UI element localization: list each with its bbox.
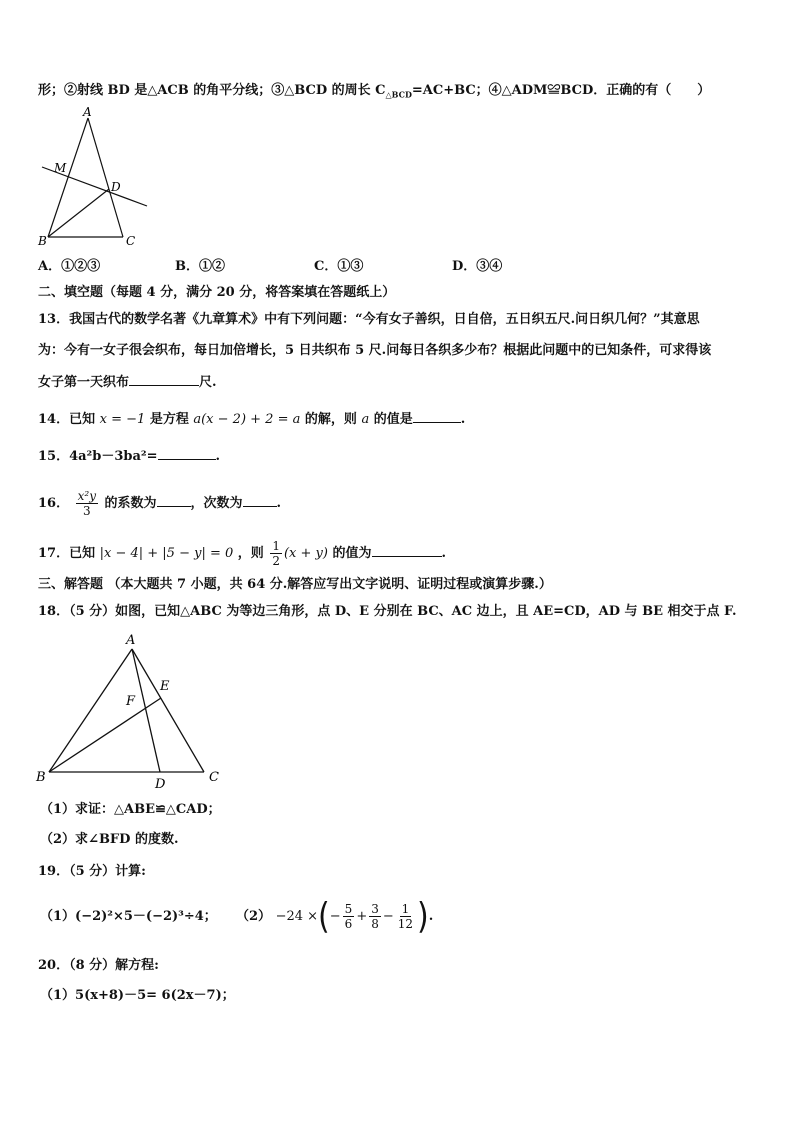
q12-label-a: A xyxy=(83,105,92,119)
q19-frac1: $\frac{5}{6}$ xyxy=(344,902,353,931)
q19-right-paren: ) xyxy=(417,894,429,937)
q19-frac2: $\frac{3}{8}$ xyxy=(371,902,379,931)
q18-part1: （1）求证：△ABE≌△CAD； xyxy=(40,802,221,817)
q16-mid: 的系数为 xyxy=(104,496,157,511)
q12-option-c[interactable]: C．①③ xyxy=(314,259,364,274)
q17-expression: |x − 4| + |5 − y| = 0 xyxy=(99,546,234,561)
q16 xyxy=(38,484,281,524)
q14-mid: 是方程 xyxy=(149,412,189,427)
q19-part2-lead: −24 × xyxy=(275,909,319,924)
q18-label-d: D xyxy=(155,777,166,792)
q18-label-b: B xyxy=(36,770,46,785)
q14-mid2: 的解，则 xyxy=(304,412,357,427)
q12-option-d[interactable]: D．③④ xyxy=(452,259,503,274)
q18-part2: （2）求∠BFD 的度数. xyxy=(40,832,179,847)
q19-stem: 19．（5 分）计算: xyxy=(38,864,146,879)
q16-coefficient-blank[interactable] xyxy=(157,494,191,507)
section2-title: 二、填空题（每题 4 分，满分 20 分，将答案填在答题纸上） xyxy=(38,285,396,300)
q20-part1: （1）5(x+8)－5= 6(2x－7)； xyxy=(40,988,235,1003)
q15 xyxy=(38,447,220,466)
q12-stem-sub: △BCD xyxy=(385,89,412,100)
q12-stem xyxy=(38,82,710,104)
q14 xyxy=(38,410,465,429)
q17-frac-denominator: 2 xyxy=(272,554,280,568)
q19-part2-label: （2） xyxy=(236,909,272,924)
q12-label-d: D xyxy=(111,180,121,194)
q18-label-f: F xyxy=(126,694,136,709)
q19-frac3: $\frac{1}{12}$ xyxy=(397,902,414,931)
q17-end: . xyxy=(441,546,447,561)
q12-option-a[interactable]: A．①②③ xyxy=(38,259,101,274)
q17-expression2: (x + y) xyxy=(283,546,328,561)
q12-figure xyxy=(34,104,164,249)
q19-part2: （2） −24 ×(− $\frac{5}{6}$ + $\frac{3}{8}$ − $\frac{1}{12}$ ). xyxy=(236,894,434,937)
q12-label-c: C xyxy=(126,234,136,248)
q12-option-b[interactable]: B．①② xyxy=(175,259,226,274)
q17-pre: 17．已知 xyxy=(38,546,96,561)
q15-end: . xyxy=(215,449,221,464)
q16-degree-blank[interactable] xyxy=(243,494,277,507)
q13-line3 xyxy=(38,373,217,392)
q17-answer-blank[interactable] xyxy=(372,544,442,557)
q18-label-e: E xyxy=(160,679,170,694)
q18-figure xyxy=(34,630,234,800)
q16-fraction xyxy=(76,489,98,518)
q12-stem-tail: 形；②射线 BD 是△ACB 的角平分线；③△BCD 的周长 C xyxy=(38,83,386,98)
q16-mid2: ，次数为 xyxy=(190,496,243,511)
q13-answer-blank[interactable] xyxy=(129,373,199,386)
q20-stem: 20．（8 分）解方程: xyxy=(38,958,159,973)
q12-label-m: M xyxy=(54,161,67,175)
q17 xyxy=(38,537,446,571)
q17-mid: ，则 xyxy=(237,546,264,561)
q19-left-paren: ( xyxy=(318,894,330,937)
q15-answer-blank[interactable] xyxy=(158,447,216,460)
q12-label-b: B xyxy=(38,234,47,248)
q19-part1: （1）(−2)²×5－(−2)³÷4； xyxy=(40,909,217,924)
q14-answer-blank[interactable] xyxy=(413,410,461,423)
q14-condition: x = −1 xyxy=(99,412,146,427)
q19-part2-end: . xyxy=(428,909,434,924)
q16-end: . xyxy=(276,496,282,511)
q18-label-a: A xyxy=(126,633,136,648)
q13-line2: 为：今有一女子很会织布，每日加倍增长，5 日共织布 5 尺.问每日各织多少布？根据此问题中的已知条件，可求得该 xyxy=(38,343,712,358)
q16-label: 16． xyxy=(38,496,70,511)
q16-frac-numerator: x²y xyxy=(77,489,96,503)
q17-fraction xyxy=(270,539,282,568)
q14-post: 的值是 xyxy=(373,412,413,427)
q14-equation: a(x − 2) + 2 = a xyxy=(193,412,301,427)
section3-title: 三、解答题 （本大题共 7 小题，共 64 分.解答应写出文字说明、证明过程或演算步骤.） xyxy=(38,577,552,592)
q16-frac-denominator: 3 xyxy=(82,504,91,518)
q14-pre: 14．已知 xyxy=(38,412,96,427)
q17-frac-numerator: 1 xyxy=(272,539,280,553)
q14-end: . xyxy=(460,412,466,427)
q13-line1: 13．我国古代的数学名著《九章算术》中有下列问题：“今有女子善织，日自倍，五日织五尺.问日织几何？”其意思 xyxy=(38,312,700,327)
q17-post: 的值为 xyxy=(332,546,372,561)
q13-line3-post: 尺. xyxy=(199,375,217,390)
q13-line3-pre: 女子第一天织布 xyxy=(38,375,130,390)
q12-stem-rest: =AC+BC；④△ADM≌BCD．正确的有（ ） xyxy=(411,83,711,98)
q15-text: 15．4a²b－3ba²= xyxy=(38,449,158,464)
q14-variable: a xyxy=(361,412,370,427)
q18-stem: 18．（5 分）如图，已知△ABC 为等边三角形，点 D、E 分别在 BC、AC 边上，且 AE=CD，AD 与 BE 相交于点 F. xyxy=(38,604,737,619)
q18-label-c: C xyxy=(209,770,219,785)
